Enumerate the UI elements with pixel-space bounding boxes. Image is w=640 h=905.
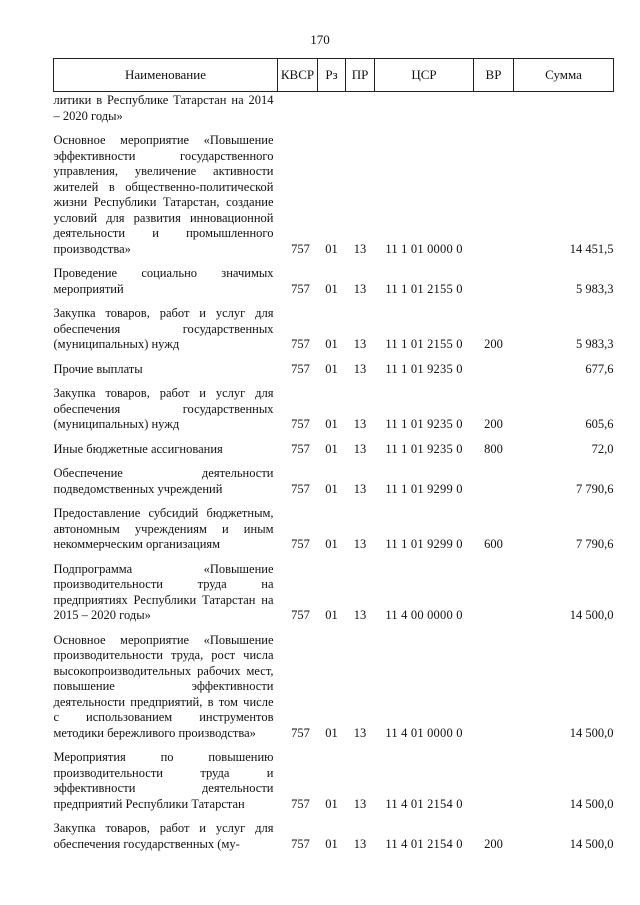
row-csr: 11 1 01 2155 0	[385, 337, 463, 351]
header-rz: Рз	[318, 59, 346, 92]
row-kvsr: 757	[291, 281, 310, 296]
row-pr: 13	[353, 608, 367, 622]
header-vr: ВР	[474, 59, 514, 92]
row-sum: 7 790,6	[576, 481, 614, 496]
row-csr: 11 1 01 9235 0	[385, 441, 463, 456]
row-vr: 800	[484, 441, 503, 456]
row-vr: 600	[484, 537, 503, 551]
table-row	[54, 257, 614, 297]
row-csr: 11 4 00 0000 0	[385, 608, 463, 622]
row-rz: 01	[325, 417, 338, 431]
row-rz: 01	[325, 537, 338, 551]
row-kvsr: 757	[291, 481, 310, 496]
row-kvsr	[278, 92, 318, 125]
row-csr: 11 4 01 0000 0	[385, 725, 463, 740]
row-vr	[474, 624, 514, 742]
row-sum: 7 790,6	[576, 537, 614, 551]
row-csr: 11 4 01 2154 0	[385, 796, 463, 811]
table-row	[54, 297, 614, 353]
table-row	[54, 553, 614, 624]
row-rz: 01	[325, 481, 338, 496]
header-kvsr: КВСР	[278, 59, 318, 92]
row-kvsr: 757	[291, 796, 310, 811]
row-sum: 72,0	[591, 441, 614, 456]
row-kvsr: 757	[291, 417, 310, 431]
row-name: Закупка товаров, работ и услуг для обеспечения государственных (муниципальных) нужд	[53, 306, 274, 351]
row-pr: 13	[353, 836, 367, 851]
row-sum	[514, 92, 614, 125]
table-row	[54, 812, 614, 852]
row-pr: 13	[353, 796, 367, 811]
row-kvsr: 757	[291, 608, 310, 622]
row-pr: 13	[353, 481, 367, 496]
row-rz: 01	[325, 608, 338, 622]
row-name: Иные бюджетные ассигнования	[53, 441, 223, 456]
table-row	[54, 433, 614, 458]
row-rz: 01	[325, 337, 338, 351]
row-sum: 5 983,3	[576, 337, 614, 351]
row-rz: 01	[325, 241, 338, 256]
table-row	[54, 624, 614, 742]
row-name: Проведение социально значимых мероприятий	[53, 266, 274, 296]
row-pr	[346, 92, 375, 125]
row-name: Закупка товаров, работ и услуг для обеспечения государственных (муниципальных) нужд	[53, 386, 274, 431]
row-vr	[474, 553, 514, 624]
table-row	[54, 124, 614, 257]
row-kvsr: 757	[291, 836, 310, 851]
page-number: 170	[310, 32, 330, 47]
row-pr: 13	[353, 441, 367, 456]
table-row	[54, 377, 614, 433]
row-kvsr: 757	[291, 725, 310, 740]
row-vr	[474, 92, 514, 125]
row-csr: 11 1 01 2155 0	[385, 281, 463, 296]
row-kvsr: 757	[291, 241, 310, 256]
row-pr: 13	[353, 281, 367, 296]
header-csr: ЦСР	[375, 59, 474, 92]
row-vr	[474, 124, 514, 257]
row-vr: 200	[484, 337, 503, 351]
row-kvsr: 757	[291, 441, 310, 456]
table-row	[54, 741, 614, 812]
row-rz: 01	[325, 725, 338, 740]
row-vr: 200	[484, 417, 503, 431]
row-csr	[375, 92, 474, 125]
row-rz: 01	[325, 796, 338, 811]
row-sum: 14 500,0	[569, 796, 614, 811]
header-sum: Сумма	[514, 59, 614, 92]
row-csr: 11 1 01 0000 0	[385, 241, 463, 256]
row-name: литики в Республике Татарстан на 2014 – 2020 годы»	[53, 93, 274, 123]
row-name: Закупка товаров, работ и услуг для обеспечения государственных (му-	[53, 821, 274, 851]
row-pr: 13	[353, 361, 367, 376]
table-body	[54, 92, 614, 853]
row-csr: 11 1 01 9299 0	[385, 537, 463, 551]
row-name: Обеспечение деятельности подведомственных учреждений	[53, 466, 274, 496]
row-csr: 11 1 01 9299 0	[385, 481, 463, 496]
row-pr: 13	[353, 417, 367, 431]
header-pr: ПР	[346, 59, 375, 92]
row-vr	[474, 457, 514, 497]
budget-table-grid	[53, 58, 614, 852]
row-name: Предоставление субсидий бюджетным, автономным учреждениям и иным некоммерческим организациям	[53, 506, 274, 551]
row-pr: 13	[353, 725, 367, 740]
header-name: Наименование	[54, 59, 278, 92]
row-kvsr: 757	[291, 337, 310, 351]
table-row	[54, 457, 614, 497]
table-row	[54, 92, 614, 125]
table-row	[54, 353, 614, 378]
table-header	[54, 59, 614, 92]
row-name: Подпрограмма «Повышение производительности труда на предприятиях Республики Татарстан на 2015 – 2020 годы»	[53, 561, 274, 622]
row-sum: 605,6	[585, 417, 614, 431]
row-sum: 14 451,5	[569, 241, 614, 256]
row-rz: 01	[325, 281, 338, 296]
row-pr: 13	[353, 337, 367, 351]
row-kvsr: 757	[291, 537, 310, 551]
row-sum: 14 500,0	[569, 725, 614, 740]
row-rz	[318, 92, 346, 125]
row-vr: 200	[484, 836, 503, 851]
row-vr	[474, 257, 514, 297]
row-name: Основное мероприятие «Повышение эффективности государственного управления, увеличение активности жителей в общественно-политической жизни Республики Татарстан, создание условий для развития инновационной деятельности и промышленного производства»	[53, 133, 274, 256]
row-rz: 01	[325, 836, 338, 851]
budget-table	[53, 58, 613, 852]
row-sum: 5 983,3	[576, 281, 614, 296]
row-kvsr: 757	[291, 361, 310, 376]
row-vr	[474, 741, 514, 812]
row-name: Основное мероприятие «Повышение производительности труда, рост числа высокопроизводительных рабочих мест, повышение эффективности деятельности предприятий, в том числе с использованием инструментов методики бережливого производства»	[53, 632, 274, 740]
row-name: Прочие выплаты	[53, 361, 143, 376]
table-row	[54, 497, 614, 553]
row-pr: 13	[353, 241, 367, 256]
row-name: Мероприятия по повышению производительности труда и эффективности деятельности предприятий Республики Татарстан	[53, 750, 274, 811]
row-rz: 01	[325, 441, 338, 456]
row-pr: 13	[353, 537, 367, 551]
row-csr: 11 1 01 9235 0	[385, 361, 463, 376]
row-csr: 11 4 01 2154 0	[385, 836, 463, 851]
row-sum: 14 500,0	[569, 836, 614, 851]
row-csr: 11 1 01 9235 0	[385, 417, 463, 431]
row-sum: 14 500,0	[569, 608, 614, 622]
row-rz: 01	[325, 361, 338, 376]
row-vr	[474, 353, 514, 378]
row-sum: 677,6	[585, 361, 614, 376]
